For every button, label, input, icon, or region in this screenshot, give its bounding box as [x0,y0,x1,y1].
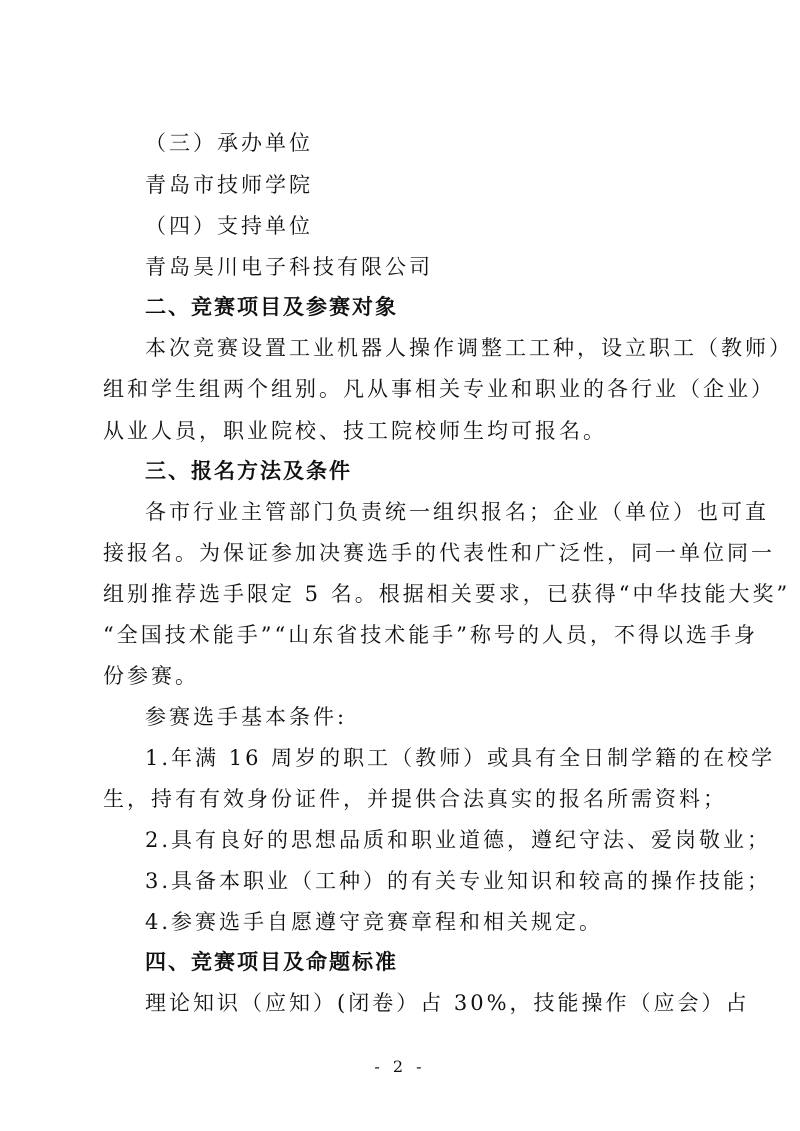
list-item: 2.具有良好的思想品质和职业道德，遵纪守法、爱岗敬业； [145,828,772,852]
paragraph-line: 参赛选手基本条件: [145,705,348,729]
paragraph-line: 本次竞赛设置工业机器人操作调整工工种，设立职工（教师） [145,336,793,360]
section-subheading-organizer: （三）承办单位 [145,131,313,155]
paragraph-line: “全国技术能手”“山东省技术能手”称号的人员，不得以选手身 [103,623,758,647]
supporter-name: 青岛昊川电子科技有限公司 [145,255,433,279]
page-number: - 2 - [374,1057,426,1076]
list-item: 1.年满 16 周岁的职工（教师）或具有全日制学籍的在校学 [145,746,776,770]
section-heading-4: 四、竞赛项目及命题标准 [145,950,398,974]
paragraph-line: 组别推荐选手限定 5 名。根据相关要求，已获得“中华技能大奖” [103,582,791,606]
section-heading-2: 二、竞赛项目及参赛对象 [145,295,398,319]
paragraph-line: 接报名。为保证参加决赛选手的代表性和广泛性，同一单位同一 [103,541,775,565]
section-heading-3: 三、报名方法及条件 [145,459,352,483]
paragraph-line: 理论知识（应知）(闭卷）占 30%，技能操作（应会）占 [145,991,750,1015]
list-item: 4.参赛选手自愿遵守竞赛章程和相关规定。 [145,910,604,934]
list-item: 3.具备本职业（工种）的有关专业知识和较高的操作技能； [145,869,772,893]
section-subheading-supporter: （四）支持单位 [145,214,313,238]
paragraph-line: 份参赛。 [103,664,199,688]
paragraph-line: 从业人员，职业院校、技工院校师生均可报名。 [103,419,607,443]
organizer-name: 青岛市技师学院 [145,173,313,197]
list-item-continuation: 生，持有有效身份证件，并提供合法真实的报名所需资料； [103,787,727,811]
paragraph-line: 各市行业主管部门负责统一组织报名；企业（单位）也可直 [145,500,769,524]
paragraph-line: 组和学生组两个组别。凡从事相关专业和职业的各行业（企业） [103,377,775,401]
